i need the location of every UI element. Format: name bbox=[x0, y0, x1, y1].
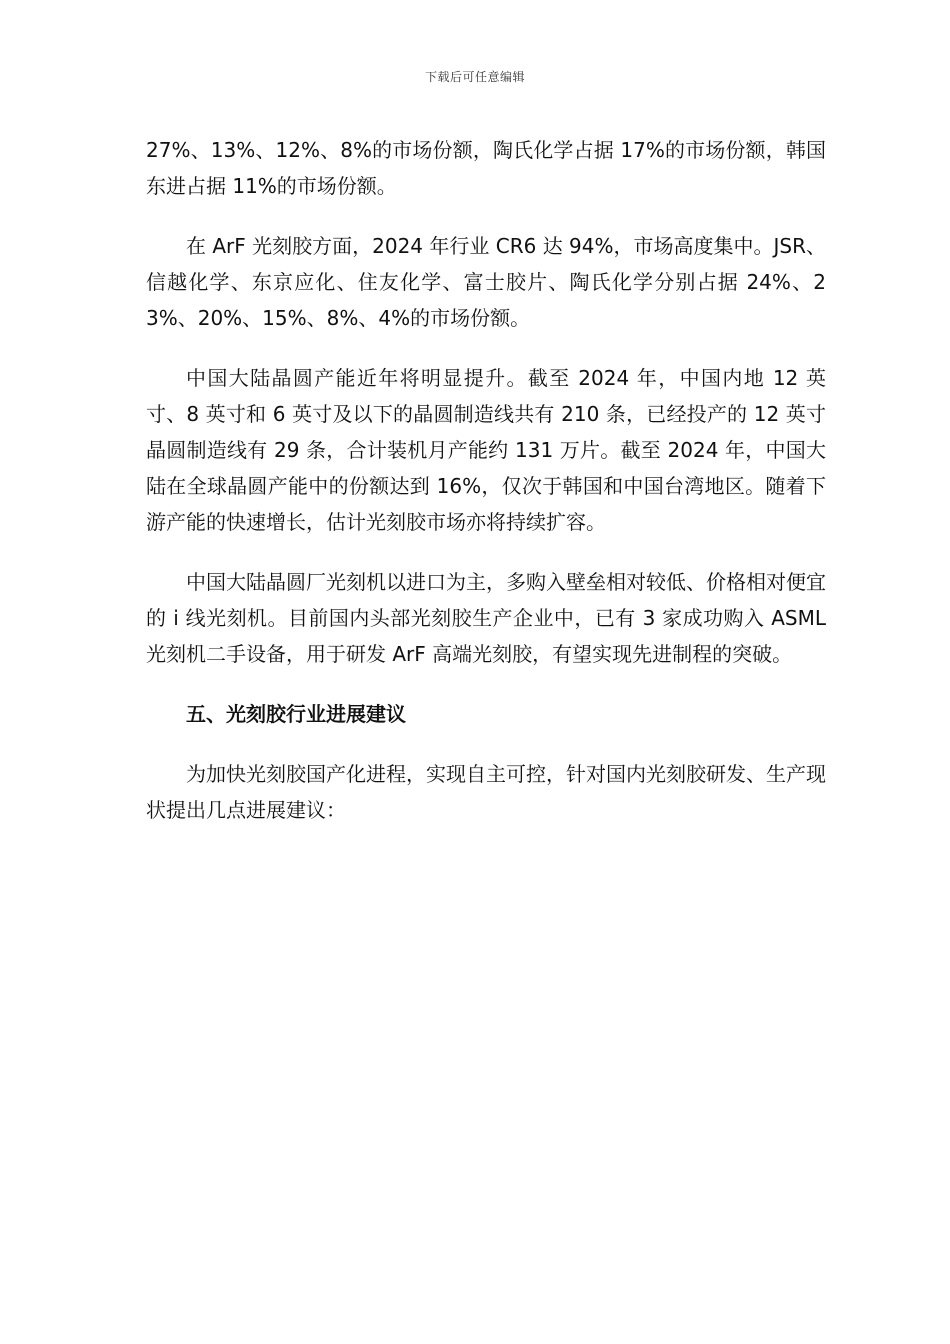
page-header: 下载后可任意编辑 bbox=[424, 70, 525, 84]
paragraph-recommendations-intro: 为加快光刻胶国产化进程，实现自主可控，针对国内光刻胶研发、生产现状提出几点进展建议： bbox=[146, 762, 826, 822]
document-body bbox=[146, 132, 826, 852]
paragraph-wafer-capacity: 中国大陆晶圆产能近年将明显提升。截至 2024 年，中国内地 12 英寸、8 英寸和 6 英寸及以下的晶圆制造线共有 210 条，已经投产的 12 英寸晶圆制造线有 29 条，合计装机月产能约 131 万片。截至 2024 年，中国大陆在全球晶圆产能中的份额达到 16%，仅次于韩国和中国台湾地区。随着下游产能的快速增长，估计光刻胶市场亦将持续扩容。 bbox=[146, 366, 826, 534]
paragraph-arf-photoresist: 在 ArF 光刻胶方面，2024 年行业 CR6 达 94%，市场高度集中。JSR、信越化学、东京应化、住友化学、富士胶片、陶氏化学分别占据 24%、23%、20%、15%、8%、4%的市场份额。 bbox=[146, 234, 826, 330]
paragraph-market-share-continued: 27%、13%、12%、8%的市场份额，陶氏化学占据 17%的市场份额，韩国东进占据 11%的市场份额。 bbox=[146, 138, 826, 198]
paragraph-lithography-machines: 中国大陆晶圆厂光刻机以进口为主，多购入壁垒相对较低、价格相对便宜的 i 线光刻机。目前国内头部光刻胶生产企业中，已有 3 家成功购入 ASML 光刻机二手设备，用于研发 ArF 高端光刻胶，有望实现先进制程的突破。 bbox=[146, 570, 826, 666]
section-heading: 五、光刻胶行业进展建议 bbox=[186, 702, 406, 726]
